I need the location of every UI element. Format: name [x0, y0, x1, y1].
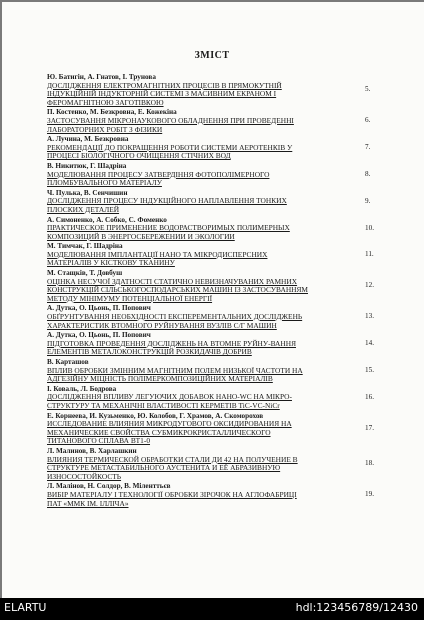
- repository-name: ELARTU: [4, 601, 47, 614]
- toc-title: ЗАСТОСУВАННЯ МІКРОНАУКОВОГО ОБЛАДНЕННЯ ПРИ ПРОВЕДЕННІ ЛАБОРАТОРНИХ РОБІТ З ФІЗИКИ: [47, 115, 294, 134]
- toc-page-number: 16.: [365, 392, 374, 401]
- toc-entry: [47, 135, 382, 161]
- toc-authors: Ю. Батигін, А. Гнатов, І. Трунова: [47, 73, 156, 81]
- toc-authors: Л. Малінов, Н. Солдор, В. Міленттьєв: [47, 482, 171, 491]
- toc-entry: [47, 189, 382, 215]
- toc-authors: В. Карташов: [47, 358, 89, 366]
- toc-page-number: 8.: [365, 169, 371, 178]
- toc-entry: [47, 331, 382, 357]
- toc-title: ОБҐРУНТУВАННЯ НЕОБХІДНОСТІ ЕКСПЕРЕМЕНТАЛЬНИХ ДОСЛІДЖЕНЬ ХАРАКТЕРИСТИК ВТОМНОГО РУЙНУВАННЯ ВУЗЛІВ С/Г МАШИН: [47, 312, 303, 330]
- toc-page-number: 13.: [365, 312, 374, 321]
- toc-entry: [47, 242, 382, 268]
- toc-entry: [47, 269, 382, 303]
- toc-entry: [47, 162, 382, 188]
- toc-authors: П. Костенко, М. Безкровна, Е. Кожекіна: [47, 108, 177, 117]
- toc-authors: Л. Малинов, В. Харлашкин: [47, 446, 137, 455]
- page-title: ЗМІСТ: [194, 50, 230, 61]
- toc-authors: В. Никитюк, Г. Шадріна: [47, 161, 127, 170]
- toc-authors: А. Симоненко, А. Собко, С. Фоменко: [47, 215, 167, 224]
- toc-title: ИССЛЕДОВАНИЕ ВЛИЯНИЯ МИКРОДУГОВОГО ОКСИДИРОВАНИЯ НА МЕХАНИЧЕСКИЕ СВОЙСТВА СУБМИКРОКРИСТАЛЛИЧЕСКОГО ТИТАНОВОГО СПЛАВА ВТ1-0: [47, 419, 292, 446]
- toc-authors: І. Коваль, Л. Бодрова: [47, 384, 117, 393]
- toc-authors: М. Стащків, Т. Довбуш: [47, 269, 123, 278]
- toc-page-number: 5.: [365, 85, 371, 93]
- toc-authors: Е. Корнеева, И. Кузьменко, Ю. Колобов, Г. Храмов, А. Скоморохов: [47, 411, 264, 420]
- toc-entry: [47, 385, 382, 411]
- toc-title: МОДЕЛЮВАННЯ ПРОЦЕСУ ЗАТВЕРДІННЯ ФОТОПОЛІМЕРНОГО ПЛОМБУВАЛЬНОГО МАТЕРІАЛУ: [47, 169, 270, 188]
- toc-title: ПРАКТИЧЕСКОЕ ПРИМЕНЕНИЕ ВОДОРАСТВОРИМЫХ ПОЛИМЕРНЫХ КОМПОЗИЦИЙ В ЭНЕРГОСБЕРЕЖЕНИИ И ЭКОЛОГИИ: [47, 223, 290, 241]
- toc-entry: [47, 482, 382, 508]
- toc-entry: [47, 358, 382, 384]
- toc-entry: [47, 447, 382, 481]
- toc-authors: А. Дутка, О. Цьонь, П. Попович: [47, 331, 151, 340]
- toc-authors: Ч. Пулька, В. Сенчишин: [47, 188, 128, 197]
- toc-page-number: 19.: [365, 490, 374, 499]
- toc-title: ПІДГОТОВКА ПРОВЕДЕННЯ ДОСЛІДЖЕНЬ НА ВТОМНЕ РУЙНУ-ВАННЯ ЕЛЕМЕНТІВ МЕТАЛОКОНСТРУКЦІЙ РОЗКИДАЧІВ ДОБРИВ: [47, 338, 296, 357]
- toc-entry: [47, 216, 382, 242]
- toc-title: ДОСЛІДЖЕННЯ ЕЛЕКТРОМАГНІТНИХ ПРОЦЕСІВ В ПРЯМОКУТНІЙ ІНДУКЦІЙНІЙ ІНДУКТОРНІЙ СИСТЕМІ З МАСИВНИМ ЕКРАНОМ І ФЕРОМАГНІТНОЮ ЗАГОТІВКОЮ: [47, 80, 282, 107]
- toc-page-number: 15.: [365, 366, 374, 374]
- table-of-contents: [47, 73, 382, 509]
- toc-page-number: 10.: [365, 223, 374, 232]
- toc-page-number: 9.: [365, 196, 371, 205]
- toc-title: МОДЕЛЮВАННЯ ІМПЛАНТАЦІЇ НАНО ТА МІКРОДИСПЕРСНИХ МАТЕРІАЛІВ У КІСТКОВУ ТКАНИНУ: [47, 249, 268, 268]
- toc-page-number: 11.: [365, 250, 374, 259]
- toc-entry: [47, 304, 382, 330]
- toc-entry: [47, 73, 382, 107]
- toc-title: ВЛИЯНИЯ ТЕРМИЧЕСКОЙ ОБРАБОТКИ СТАЛИ ДИ 42 НА ПОЛУЧЕНИЕ В СТРУКТУРЕ МЕТАСТАБИЛЬНОГО АУСТЕНИТА И ЕЁ АБРАЗИВНУЮ ИЗНОСОСТОЙКОСТЬ: [47, 454, 298, 481]
- toc-title: ДОСЛІДЖЕННЯ ВПЛИВУ ЛЕГУЮЧИХ ДОБАВОК НАНО-WC НА МІКРО- СТРУКТУРУ ТА МЕХАНІЧНІ ВЛАСТИВОСТІ КЕРМЕТІВ TiC-VC-NiCr: [47, 392, 292, 410]
- page-edge-left: [0, 0, 2, 598]
- toc-page-number: 14.: [365, 339, 374, 348]
- toc-page-number: 12.: [365, 281, 374, 290]
- viewer-footer-bar: [0, 598, 424, 620]
- handle-identifier: hdl:123456789/12430: [295, 601, 418, 614]
- toc-page-number: 6.: [365, 116, 371, 125]
- page-edge-top: [0, 0, 424, 2]
- toc-title: ВИБІР МАТЕРІАЛУ І ТЕХНОЛОГІЇ ОБРОБКИ ЗІРОЧОК НА АГЛОФАБРИЦІ ПАТ «ММК ІМ. ІЛЛІЧА»: [47, 489, 297, 508]
- toc-authors: А. Лучина, М. Безкровна: [47, 135, 129, 144]
- toc-page-number: 7.: [365, 143, 371, 152]
- toc-page-number: 18.: [365, 458, 374, 467]
- toc-entry: [47, 108, 382, 134]
- toc-title: ОЦІНКА НЕСУЧОЇ ЗДАТНОСТІ СТАТИЧНО НЕВИЗНАЧУВАНИХ РАМНИХ КОНСТРУКЦІЙ СІЛЬСЬКОГОСПОДАРСЬКИХ МАШИН ІЗ ЗАСТОСУВАННЯМ МЕТОДУ МІНІМУМУ ПОТЕНЦІАЛЬНОЇ ЕНЕРГІЇ: [47, 276, 308, 303]
- toc-title: ДОСЛІДЖЕННЯ ПРОЦЕСУ ІНДУКЦІЙНОГО НАПЛАВЛЕННЯ ТОНКИХ ПЛОСКИХ ДЕТАЛЕЙ: [47, 196, 287, 214]
- toc-entry: [47, 412, 382, 446]
- toc-title: РЕКОМЕНДАЦІЇ ДО ПОКРАЩЕННЯ РОБОТИ СИСТЕМИ АЕРОТЕНКІВ У ПРОЦЕСІ БІОЛОГІЧНОГО ОЧИЩЕННЯ СТІЧНИХ ВОД: [47, 142, 293, 161]
- toc-authors: А. Дутка, О. Цьонь, П. Попович: [47, 304, 151, 313]
- toc-authors: М. Тимчак, Г. Шадріна: [47, 242, 123, 251]
- toc-page-number: 17.: [365, 423, 374, 432]
- toc-title: ВПЛИВ ОБРОБКИ ЗМІННИМ МАГНІТНИМ ПОЛЕМ НИЗЬКОЇ ЧАСТОТИ НА АДГЕЗІЙНУ МІЦНІСТЬ ПОЛІМЕРКОМПОЗИЦІЙНИХ МАТЕРІАЛІВ: [47, 365, 303, 384]
